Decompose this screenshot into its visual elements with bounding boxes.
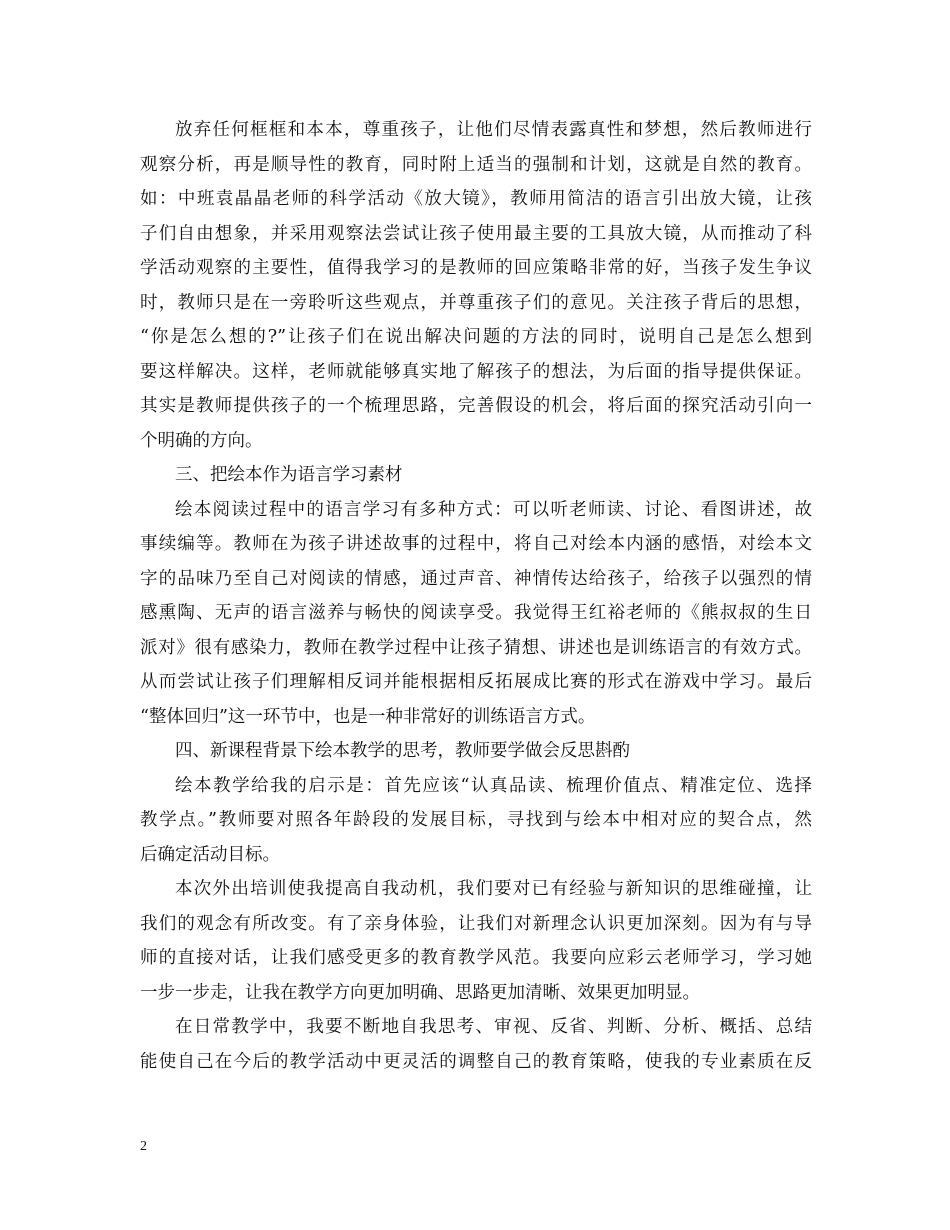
text-line: 其实是教师提供孩子的一个梳理思路，完善假设的机会，将后面的探究活动引向一 [140,396,812,416]
text-line: 子们自由想象，并采用观察法尝试让孩子使用最主要的工具放大镜，从而推动了科 [140,223,812,244]
text-line: 从而尝试让孩子们理解相反词并能根据相反拓展成比赛的形式在游戏中学习。最后 [140,672,812,692]
text-line: 我们的观念有所改变。有了亲身体验，让我们对新理念认识更加深刻。因为有与导 [140,913,812,934]
text-line: 在日常教学中，我要不断地自我思考、审视、反省、判断、分析、概括、总结 [175,1017,812,1037]
text-line: 要这样解决。这样，老师就能够真实地了解孩子的想法，为后面的指导提供保证。 [140,361,812,382]
text-line: 字的品味乃至自己对阅读的情感，通过声音、神情传达给孩子，给孩子以强烈的情 [140,568,812,589]
text-line: 如：中班袁晶晶老师的科学活动《放大镜》，教师用简洁的语言引出放大镜，让孩 [140,189,812,209]
text-line: 观察分析，再是顺导性的教育，同时附上适当的强制和计划，这就是自然的教育。 [140,154,812,175]
page-number: 2 [140,1139,147,1154]
section-heading: 三、把绘本作为语言学习素材 [175,465,403,485]
section-heading: 四、新课程背景下绘本教学的思考，教师要学做会反思斟酌 [175,741,630,761]
text-line: 学活动观察的主要性，值得我学习的是教师的回应策略非常的好，当孩子发生争议 [140,258,812,278]
text-line: 一步一步走，让我在教学方向更加明确、思路更加清晰、效果更加明显。 [140,982,700,1003]
text-line: 本次外出培训使我提高自我动机，我们要对已有经验与新知识的思维碰撞，让 [175,879,812,899]
text-line: “整体回归”这一环节中，也是一种非常好的训练语言方式。 [140,706,596,727]
text-line: 绘本教学给我的启示是：首先应该“认真品读、梳理价值点、精准定位、选择 [175,775,812,796]
text-line: 派对》很有感染力，教师在教学过程中让孩子猜想、讲述也是训练语言的有效方式。 [140,637,812,658]
text-line: 感熏陶、无声的语言滋养与畅快的阅读享受。我觉得王红裕老师的《熊叔叔的生日 [140,603,812,623]
text-line: 事续编等。教师在为孩子讲述故事的过程中，将自己对绘本内涵的感悟，对绘本文 [140,534,812,554]
text-line: 个明确的方向。 [140,430,263,451]
text-line: 放弃任何框框和本本，尊重孩子，让他们尽情表露真性和梦想，然后教师进行 [175,120,812,140]
text-line: 绘本阅读过程中的语言学习有多种方式：可以听老师读、讨论、看图讲述，故 [175,499,812,520]
text-line: 教学点。”教师要对照各年龄段的发展目标，寻找到与绘本中相对应的契合点，然 [140,810,812,830]
text-line: 能使自己在今后的教学活动中更灵活的调整自己的教育策略，使我的专业素质在反 [140,1051,812,1072]
text-line: “你是怎么想的?”让孩子们在说出解决问题的方法的同时，说明自己是怎么想到 [140,327,812,347]
text-line: 时，教师只是在一旁聆听这些观点，并尊重孩子们的意见。关注孩子背后的思想， [140,292,812,313]
text-line: 师的直接对话，让我们感受更多的教育教学风范。我要向应彩云老师学习，学习她 [140,948,812,968]
text-line: 后确定活动目标。 [140,844,280,865]
document-body [140,113,812,1079]
